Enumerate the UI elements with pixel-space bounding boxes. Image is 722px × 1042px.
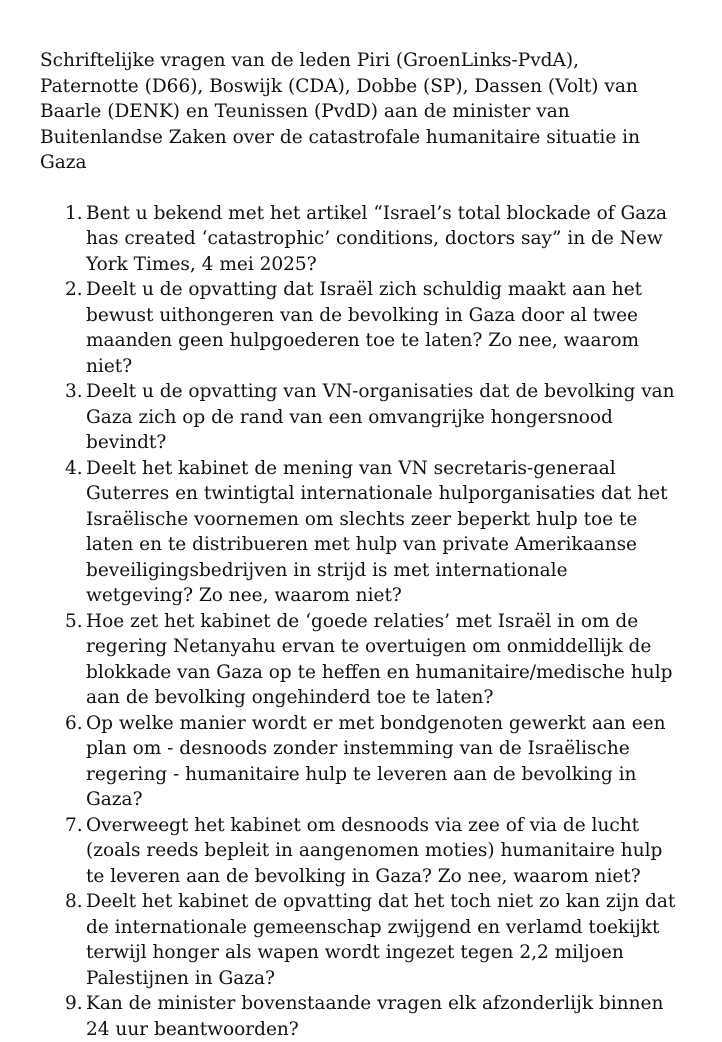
question-text: Bent u bekend met het artikel “Israel’s total blockade of Gaza has created ‘catastrophic’ conditions, doctors say” in de New York Times, 4 mei 2025? — [86, 203, 667, 275]
question-number: 7. — [65, 813, 83, 839]
question-number: 4. — [65, 456, 83, 482]
intro-paragraph: Schriftelijke vragen van de leden Piri (GroenLinks-PvdA), Paternotte (D66), Boswijk (CDA), Dobbe (SP), Dassen (Volt) van Baarle (DENK) en Teunissen (PvdD) aan de minister van Buitenlandse Zaken over de catastrofale humanitaire situatie in Gaza — [40, 48, 680, 176]
question-text: Op welke manier wordt er met bondgenoten gewerkt aan een plan om - desnoods zonder instemming van de Israëlische regering - humanitaire hulp te leveren aan de bevolking in Gaza? — [86, 713, 666, 811]
question-item — [40, 813, 680, 890]
question-text: Overweegt het kabinet om desnoods via zee of via de lucht (zoals reeds bepleit in aangenomen moties) humanitaire hulp te leveren aan de bevolking in Gaza? Zo nee, waarom niet? — [86, 815, 662, 887]
question-text: Deelt het kabinet de mening van VN secretaris-generaal Guterres en twintigtal internationale hulporganisaties dat het Israëlische voornemen om slechts zeer beperkt hulp toe te laten en te distribueren met hulp van private Amerikaanse beveiligingsbedrijven in strijd is met internationale wetgeving? Zo nee, waarom niet? — [86, 458, 668, 607]
question-item — [40, 456, 680, 609]
question-item — [40, 379, 680, 456]
question-item — [40, 991, 680, 1042]
question-number: 8. — [65, 889, 83, 915]
question-text: Deelt u de opvatting van VN-organisaties dat de bevolking van Gaza zich op de rand van een omvangrijke hongersnood bevindt? — [86, 381, 675, 453]
question-number: 9. — [65, 991, 83, 1017]
question-item — [40, 889, 680, 991]
question-number: 5. — [65, 609, 83, 635]
question-item — [40, 201, 680, 278]
question-item — [40, 609, 680, 711]
question-number: 6. — [65, 711, 83, 737]
question-list — [40, 201, 680, 1042]
question-text: Hoe zet het kabinet de ‘goede relaties’ met Israël in om de regering Netanyahu ervan te overtuigen om onmiddellijk de blokkade van Gaza op te heffen en humanitaire/medische hulp aan de bevolking ongehinderd toe te laten? — [86, 611, 672, 709]
question-number: 1. — [65, 201, 83, 227]
question-text: Deelt u de opvatting dat Israël zich schuldig maakt aan het bewust uithongeren van de bevolking in Gaza door al twee maanden geen hulpgoederen toe te laten? Zo nee, waarom niet? — [86, 279, 642, 377]
question-text: Deelt het kabinet de opvatting dat het toch niet zo kan zijn dat de internationale gemeenschap zwijgend en verlamd toekijkt terwijl honger als wapen wordt ingezet tegen 2,2 miljoen Palestijnen in Gaza? — [86, 891, 675, 989]
question-text: Kan de minister bovenstaande vragen elk afzonderlijk binnen 24 uur beantwoorden? — [86, 993, 663, 1040]
question-item — [40, 277, 680, 379]
question-item — [40, 711, 680, 813]
question-number: 3. — [65, 379, 83, 405]
question-number: 2. — [65, 277, 83, 303]
